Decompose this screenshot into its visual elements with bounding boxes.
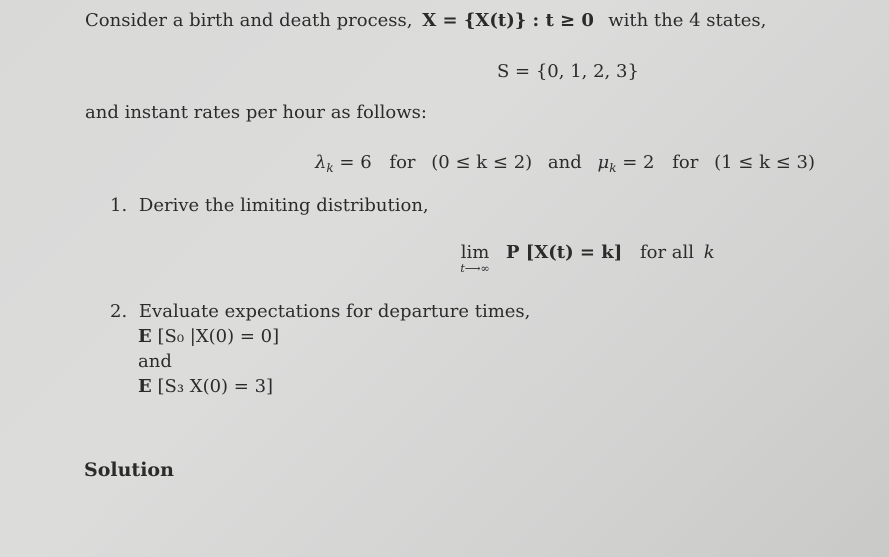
lambda-symbol: λ xyxy=(315,152,327,173)
expectation-and: and xyxy=(138,351,172,372)
for-word-2: for xyxy=(672,152,699,173)
for-word-1: for xyxy=(389,152,416,173)
expectation-2 xyxy=(138,376,273,398)
expectation-1 xyxy=(138,326,279,348)
limit-probability xyxy=(506,242,715,264)
expectation-2-expression: [S₃ X(0) = 3] xyxy=(157,376,274,397)
question-2-text: Evaluate expectations for departure times, xyxy=(138,301,531,322)
rates-intro: and instant rates per hour as follows: xyxy=(85,102,427,123)
probability-expression: P [X(t) = k] xyxy=(506,242,623,263)
question-1 xyxy=(110,195,429,217)
mu-value: = 2 xyxy=(616,152,655,173)
question-1-text: Derive the limiting distribution, xyxy=(138,195,429,216)
lim-subscript: t⟶∞ xyxy=(460,262,490,275)
limit-operator xyxy=(455,243,495,275)
intro-line xyxy=(85,10,766,32)
expectation-1-operator: E xyxy=(138,326,152,347)
question-2-number: 2. xyxy=(110,301,128,322)
rates-expression xyxy=(315,152,815,179)
lim-word: lim xyxy=(460,242,490,263)
question-2 xyxy=(110,301,530,323)
solution-heading: Solution xyxy=(84,459,174,481)
lambda-value: = 6 xyxy=(333,152,372,173)
process-definition: X = {X(t)} : t ≥ 0 xyxy=(422,10,594,31)
for-all-text: for all xyxy=(639,242,695,263)
for-all-k: k xyxy=(703,242,715,263)
mu-symbol: μ xyxy=(597,152,610,173)
question-1-number: 1. xyxy=(110,195,128,216)
and-word: and xyxy=(547,152,582,173)
mu-subscript: k xyxy=(609,161,617,175)
condition-2: (1 ≤ k ≤ 3) xyxy=(714,152,815,173)
intro-text-before: Consider a birth and death process, xyxy=(85,10,413,31)
expectation-2-operator: E xyxy=(138,376,152,397)
state-space: S = {0, 1, 2, 3} xyxy=(497,61,639,82)
lambda-subscript: k xyxy=(326,161,334,175)
intro-text-after: with the 4 states, xyxy=(608,10,767,31)
condition-1: (0 ≤ k ≤ 2) xyxy=(431,152,533,173)
expectation-1-expression: [S₀ |X(0) = 0] xyxy=(157,326,280,347)
